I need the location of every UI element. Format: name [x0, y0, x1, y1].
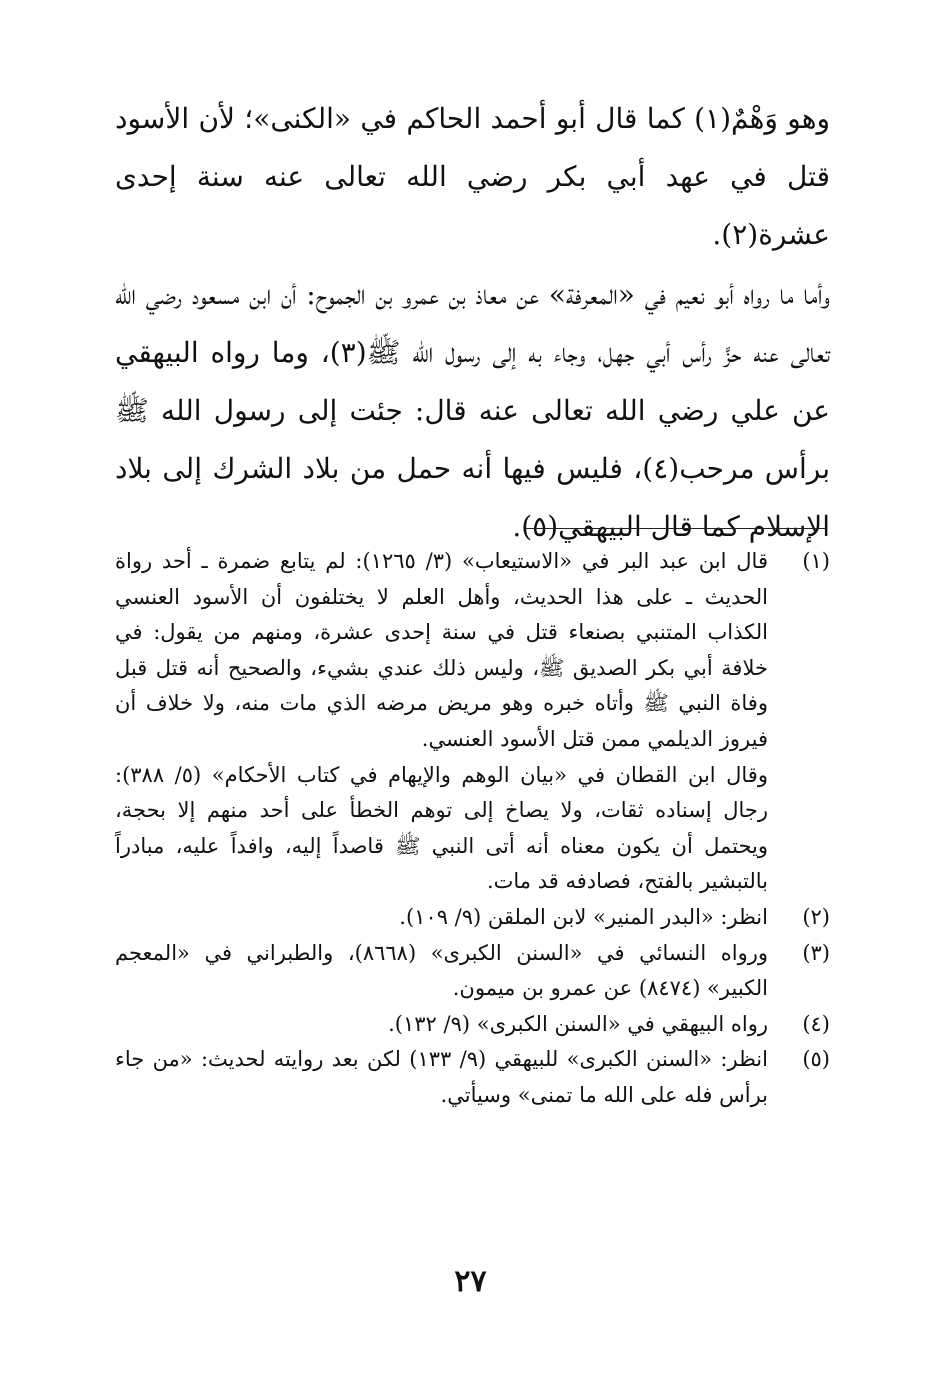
main-paragraph-1: وهو وَهْمٌ(١) كما قال أبو أحمد الحاكم في «الكنى»؛ لأن الأسود قتل في عهد أبي بكر رضي الله تعالى عنه سنة إحدى عشرة(٢). — [115, 102, 830, 251]
footnote-1 — [115, 544, 830, 900]
footnote-separator — [525, 528, 826, 529]
footnote-number: (٣) — [802, 940, 830, 965]
footnote-1-paragraph-1: قال ابن عبد البر في «الاستيعاب» (٣/ ١٢٦٥): لم يتابع ضمرة ـ أحد رواة الحديث ـ على هذا الحديث، وأهل العلم لا يختلفون أن الأسود العنسي الكذاب المتنبي بصنعاء قتل في سنة إحدى عشرة، ومنهم من يقول: في خلافة أبي بكر الصديق ﷺ، وليس ذلك عندي بشيء، والصحيح أنه قتل قبل وفاة النبي ﷺ وأتاه خبره وهو مريض مرضه الذي مات منه، ولا خلاف أن فيروز الديلمي ممن قتل الأسود العنسي. — [115, 549, 768, 751]
footnote-4-text: رواه البيهقي في «السنن الكبرى» (٩/ ١٣٢). — [388, 1011, 768, 1036]
footnote-number: (٤) — [802, 1011, 830, 1036]
footnotes — [115, 544, 830, 1114]
footnote-number: (٢) — [802, 904, 830, 929]
main-paragraph-2: وأما ما رواه أبو نعيم في «المعرفة» عن معاذ بن عمرو بن الجموح: أن ابن مسعود رضي الله تعالى عنه حزَّ رأس أبي جهل، وجاء به إلى رسول الله ﷺ(٣)، وما رواه البيهقي عن علي رضي الله تعالى عنه قال: جئت إلى رسول الله ﷺ برأس مرحب(٤)، فليس فيها أنه حمل من بلاد الشرك إلى بلاد الإسلام كما قال البيهقي(٥). — [115, 278, 830, 543]
footnote-5-text: انظر: «السنن الكبرى» للبيهقي (٩/ ١٣٣) لكن بعد روايته لحديث: «من جاء برأس فله على الله ما تمنى» وسيأتي. — [115, 1047, 768, 1107]
footnote-4 — [115, 1007, 830, 1043]
footnote-number: (٥) — [802, 1047, 830, 1072]
footnote-1-paragraph-2: وقال ابن القطان في «بيان الوهم والإيهام في كتاب الأحكام» (٥/ ٣٨٨): رجال إسناده ثقات، ولا يصاخ إلى توهم الخطأ على أحد منهم إلا بحجة، ويحتمل أن يكون معناه أنه أتى النبي ﷺ قاصداً إليه، وافداً عليه، مبادراً بالتبشير بالفتح، فصادفه قد مات. — [115, 762, 768, 894]
footnote-3 — [115, 936, 830, 1007]
footnote-2 — [115, 900, 830, 936]
footnote-number: (١) — [802, 549, 830, 573]
page-number: ٢٧ — [454, 1264, 487, 1299]
footnote-2-text: انظر: «البدر المنير» لابن الملقن (٩/ ١٠٩). — [399, 904, 768, 929]
footnote-3-text: ورواه النسائي في «السنن الكبرى» (٨٦٦٨)، والطبراني في «المعجم الكبير» (٨٤٧٤) عن عمرو بن ميمون. — [115, 940, 768, 1001]
main-text — [115, 90, 830, 556]
footnote-5 — [115, 1042, 830, 1113]
